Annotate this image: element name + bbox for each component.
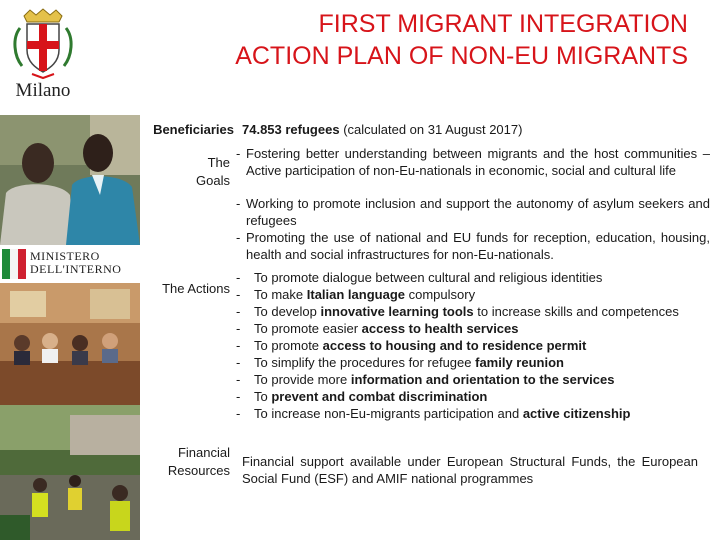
photo-collage bbox=[0, 115, 140, 540]
action-item: - To promote access to housing and to residence permit bbox=[236, 338, 587, 353]
action-item: - To make Italian language compulsory bbox=[236, 287, 476, 302]
financial-text: Financial support available under European Structural Funds, the European Social Fund (ESF) and AMIF national programmes bbox=[242, 454, 698, 486]
actions-label: The Actions bbox=[162, 281, 230, 296]
action-item: - To increase non-Eu-migrants participation and active citizenship bbox=[236, 406, 631, 421]
title-line-2: ACTION PLAN OF NON-EU MIGRANTS bbox=[235, 42, 688, 70]
action-item: - To provide more information and orientation to the services bbox=[236, 372, 615, 387]
crest-icon bbox=[10, 8, 76, 80]
action-item: - To simplify the procedures for refugee family reunion bbox=[236, 355, 564, 370]
financial-label-line-1: Financial bbox=[177, 445, 230, 460]
action-item: - To promote dialogue between cultural and religious identities bbox=[236, 270, 603, 285]
beneficiaries-count: 74.853 refugees bbox=[242, 122, 340, 137]
goal-item: - Fostering better understanding between migrants and the host communities – Active participation of non-Eu-nationals in economic, social and cultural life bbox=[236, 146, 710, 178]
action-item: - To develop innovative learning tools to increase skills and competences bbox=[236, 304, 679, 319]
goals-label-line-1: The bbox=[207, 155, 230, 170]
action-item: - To promote easier access to health services bbox=[236, 321, 519, 336]
photo-meeting bbox=[0, 283, 140, 405]
beneficiaries-note: (calculated on 31 August 2017) bbox=[343, 122, 523, 137]
title-line-1: FIRST MIGRANT INTEGRATION bbox=[318, 10, 688, 38]
goal-text: Fostering better understanding between migrants and the host communities – Active participation of non-Eu-nationals in economic, social and cultural life bbox=[246, 146, 710, 178]
italian-flag-icon bbox=[2, 245, 26, 283]
goals-label-line-2: Goals bbox=[196, 173, 230, 188]
financial-label bbox=[150, 444, 230, 480]
action-item: - To prevent and combat discrimination bbox=[236, 389, 488, 404]
milano-logo bbox=[10, 8, 76, 100]
ministry-line-2: DELL'INTERNO bbox=[30, 262, 122, 276]
goals-label bbox=[160, 154, 230, 190]
goal-item: - Working to promote inclusion and support the autonomy of asylum seekers and refugees bbox=[236, 196, 710, 228]
photo-refugees bbox=[0, 115, 140, 245]
ministry-banner bbox=[0, 245, 140, 283]
goal-text: Working to promote inclusion and support the autonomy of asylum seekers and refugees bbox=[246, 196, 710, 228]
goal-item: - Promoting the use of national and EU funds for reception, education, housing, health and social infrastructures for non-Eu-nationals. bbox=[236, 230, 710, 262]
logo-wordmark: Milano bbox=[15, 80, 71, 101]
beneficiaries-label: Beneficiaries bbox=[153, 122, 234, 137]
goal-text: Promoting the use of national and EU funds for reception, education, housing, health and social infrastructures for non-Eu-nationals. bbox=[246, 230, 710, 262]
financial-label-line-2: Resources bbox=[167, 463, 230, 478]
ministry-line-1: MINISTERO bbox=[30, 249, 100, 263]
beneficiaries-value bbox=[242, 121, 712, 138]
photo-outdoor bbox=[0, 405, 140, 540]
page-title bbox=[235, 8, 688, 72]
